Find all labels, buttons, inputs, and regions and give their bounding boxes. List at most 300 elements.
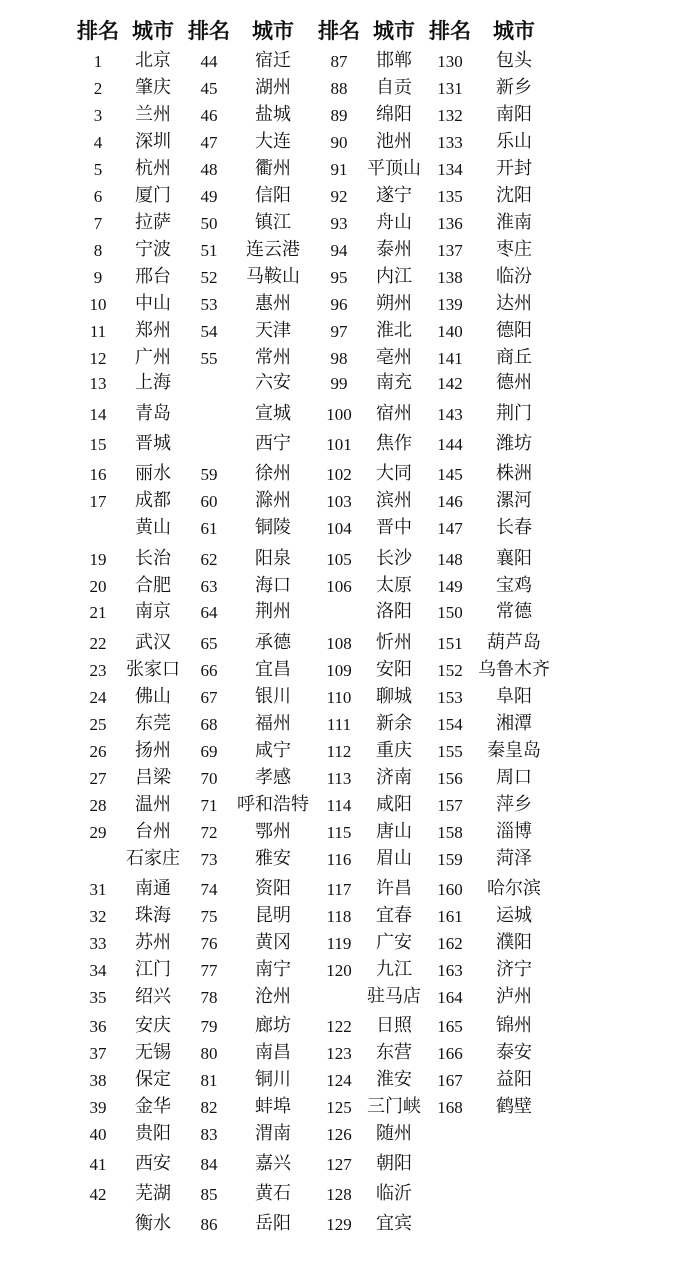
- rank-cell: 118: [326, 907, 352, 926]
- rank-cell: 7: [93, 214, 103, 233]
- city-cell: 淮北: [376, 320, 412, 341]
- city-cell: 湖州: [255, 77, 291, 98]
- rank-cell: 113: [326, 769, 352, 788]
- rank-cell: 116: [326, 850, 352, 869]
- rank-cell: 88: [330, 79, 348, 98]
- city-cell: 舟山: [376, 212, 412, 233]
- rank-cell: 84: [200, 1155, 218, 1174]
- rank-cell: 29: [89, 823, 107, 842]
- city-cell: 蚌埠: [255, 1096, 291, 1117]
- rank-cell: 41: [89, 1155, 107, 1174]
- city-cell: 德阳: [496, 320, 532, 341]
- city-cell: 昆明: [255, 905, 291, 926]
- city-cell: 大连: [255, 131, 291, 152]
- city-cell: 宝鸡: [496, 575, 532, 596]
- city-cell: 安庆: [135, 1015, 171, 1036]
- city-cell: 长沙: [376, 548, 412, 569]
- rank-cell: 112: [326, 742, 352, 761]
- rank-cell: 151: [437, 634, 463, 653]
- city-cell: 六安: [255, 372, 291, 393]
- city-cell: 东莞: [135, 713, 171, 734]
- rank-cell: 103: [326, 492, 352, 511]
- city-cell: 成都: [135, 490, 171, 511]
- rank-cell: 71: [200, 796, 218, 815]
- rank-cell: 129: [326, 1215, 352, 1234]
- rank-cell: 81: [200, 1071, 218, 1090]
- city-cell: 朝阳: [376, 1153, 412, 1174]
- city-cell: 忻州: [376, 632, 412, 653]
- rank-cell: 114: [326, 796, 352, 815]
- rank-cell: 158: [437, 823, 463, 842]
- city-cell: 南充: [376, 372, 412, 393]
- rank-cell: 55: [200, 349, 218, 368]
- city-cell: 保定: [135, 1069, 171, 1090]
- city-cell: 连云港: [246, 239, 300, 260]
- rank-cell: 6: [93, 187, 103, 206]
- city-cell: 宿州: [376, 403, 412, 424]
- rank-cell: 119: [326, 934, 352, 953]
- rank-cell: 69: [200, 742, 218, 761]
- rank-cell: 106: [326, 577, 352, 596]
- rank-cell: 91: [330, 160, 348, 179]
- city-cell: 滨州: [376, 490, 412, 511]
- city-cell: 杭州: [135, 158, 171, 179]
- city-cell: 台州: [135, 821, 171, 842]
- rank-cell: 127: [326, 1155, 352, 1174]
- city-cell: 淮南: [496, 212, 532, 233]
- city-cell: 兰州: [135, 104, 171, 125]
- city-cell: 渭南: [255, 1123, 291, 1144]
- city-cell: 南阳: [496, 104, 532, 125]
- city-cell: 宣城: [255, 403, 291, 424]
- city-cell: 衡水: [135, 1213, 171, 1234]
- rank-cell: 33: [89, 934, 107, 953]
- city-cell: 铜陵: [255, 517, 291, 538]
- rank-cell: 70: [200, 769, 218, 788]
- city-cell: 池州: [376, 131, 412, 152]
- header-rank-1: 排名: [77, 19, 119, 43]
- rank-cell: 144: [437, 435, 463, 454]
- rank-cell: 89: [330, 106, 348, 125]
- rank-cell: 153: [437, 688, 463, 707]
- rank-cell: 72: [200, 823, 218, 842]
- rank-cell: 2: [93, 79, 103, 98]
- city-cell: 天津: [255, 320, 291, 341]
- city-cell: 呼和浩特: [237, 794, 309, 815]
- city-cell: 孝感: [255, 767, 291, 788]
- header-city-3: 城市: [373, 19, 415, 43]
- city-cell: 广安: [376, 932, 412, 953]
- city-cell: 铜川: [255, 1069, 291, 1090]
- city-cell: 邢台: [135, 266, 171, 287]
- city-cell: 眉山: [376, 848, 412, 869]
- city-cell: 宁波: [135, 239, 171, 260]
- city-cell: 滁州: [255, 490, 291, 511]
- city-cell: 襄阳: [496, 548, 532, 569]
- rank-cell: 52: [200, 268, 218, 287]
- rank-cell: 47: [200, 133, 218, 152]
- rank-cell: 28: [89, 796, 107, 815]
- city-cell: 荆门: [496, 403, 532, 424]
- rank-cell: 122: [326, 1017, 352, 1036]
- rank-cell: 26: [89, 742, 107, 761]
- rank-cell: 11: [89, 322, 107, 341]
- city-cell: 许昌: [376, 878, 412, 899]
- city-cell: 漯河: [496, 490, 532, 511]
- rank-cell: 126: [326, 1125, 352, 1144]
- rank-cell: 147: [437, 519, 463, 538]
- rank-cell: 115: [326, 823, 352, 842]
- city-cell: 随州: [376, 1123, 412, 1144]
- rank-cell: 21: [89, 603, 107, 622]
- city-cell: 佛山: [135, 686, 171, 707]
- city-cell: 福州: [255, 713, 291, 734]
- city-cell: 济宁: [496, 959, 532, 980]
- city-cell: 芜湖: [135, 1183, 171, 1204]
- city-cell: 宜昌: [255, 659, 291, 680]
- city-cell: 秦皇岛: [487, 740, 541, 761]
- rank-cell: 13: [89, 374, 107, 393]
- rank-cell: 120: [326, 961, 352, 980]
- rank-cell: 44: [200, 52, 218, 71]
- rank-cell: 136: [437, 214, 463, 233]
- rank-cell: 168: [437, 1098, 463, 1117]
- rank-cell: 45: [200, 79, 218, 98]
- rank-cell: 76: [200, 934, 218, 953]
- city-cell: 濮阳: [496, 932, 532, 953]
- city-cell: 潍坊: [496, 433, 532, 454]
- city-cell: 咸阳: [376, 794, 412, 815]
- rank-cell: 9: [93, 268, 103, 287]
- city-cell: 肇庆: [135, 77, 171, 98]
- rank-cell: 138: [437, 268, 463, 287]
- city-cell: 鄂州: [255, 821, 291, 842]
- rank-cell: 3: [93, 106, 103, 125]
- rank-cell: 139: [437, 295, 463, 314]
- city-cell: 无锡: [135, 1042, 171, 1063]
- city-cell: 廊坊: [255, 1015, 291, 1036]
- city-cell: 资阳: [255, 878, 291, 899]
- city-cell: 西宁: [255, 433, 291, 454]
- rank-cell: 160: [437, 880, 463, 899]
- rank-cell: 50: [200, 214, 218, 233]
- city-cell: 自贡: [376, 77, 412, 98]
- rank-cell: 105: [326, 550, 352, 569]
- city-cell: 咸宁: [255, 740, 291, 761]
- city-cell: 晋城: [135, 433, 171, 454]
- city-cell: 丽水: [135, 463, 171, 484]
- city-cell: 遂宁: [376, 185, 412, 206]
- rank-cell: 149: [437, 577, 463, 596]
- rank-cell: 130: [437, 52, 463, 71]
- city-cell: 日照: [376, 1015, 412, 1036]
- rank-cell: 12: [89, 349, 107, 368]
- city-cell: 周口: [496, 767, 532, 788]
- rank-cell: 123: [326, 1044, 352, 1063]
- city-cell: 南宁: [255, 959, 291, 980]
- city-cell: 承德: [255, 632, 291, 653]
- rank-cell: 125: [326, 1098, 352, 1117]
- rank-cell: 14: [89, 405, 107, 424]
- rank-cell: 133: [437, 133, 463, 152]
- city-cell: 上海: [135, 372, 171, 393]
- rank-cell: 40: [89, 1125, 107, 1144]
- city-cell: 深圳: [135, 131, 171, 152]
- city-cell: 马鞍山: [246, 266, 300, 287]
- city-cell: 江门: [135, 959, 171, 980]
- rank-cell: 86: [200, 1215, 218, 1234]
- city-cell: 厦门: [135, 185, 171, 206]
- rank-cell: 109: [326, 661, 352, 680]
- city-cell: 长治: [135, 548, 171, 569]
- city-cell: 亳州: [376, 347, 412, 368]
- city-cell: 金华: [135, 1096, 171, 1117]
- rank-cell: 162: [437, 934, 463, 953]
- rank-cell: 131: [437, 79, 463, 98]
- rank-cell: 117: [326, 880, 352, 899]
- rank-cell: 35: [89, 988, 107, 1007]
- city-cell: 拉萨: [135, 212, 171, 233]
- city-cell: 枣庄: [496, 239, 532, 260]
- rank-cell: 34: [89, 961, 107, 980]
- city-cell: 苏州: [135, 932, 171, 953]
- city-cell: 淄博: [496, 821, 532, 842]
- rank-cell: 157: [437, 796, 463, 815]
- city-cell: 中山: [135, 293, 171, 314]
- rank-cell: 167: [437, 1071, 463, 1090]
- city-cell: 唐山: [376, 821, 412, 842]
- rank-cell: 83: [200, 1125, 218, 1144]
- city-cell: 贵阳: [135, 1123, 171, 1144]
- city-cell: 信阳: [255, 185, 291, 206]
- city-cell: 鹤壁: [496, 1096, 532, 1117]
- rank-cell: 156: [437, 769, 463, 788]
- city-cell: 黄冈: [255, 932, 291, 953]
- city-cell: 泸州: [496, 986, 532, 1007]
- city-cell: 银川: [255, 686, 291, 707]
- rank-cell: 110: [326, 688, 352, 707]
- rank-cell: 27: [89, 769, 107, 788]
- city-cell: 锦州: [496, 1015, 532, 1036]
- city-cell: 洛阳: [376, 601, 412, 622]
- city-cell: 荆州: [255, 601, 291, 622]
- city-cell: 绍兴: [135, 986, 171, 1007]
- rank-cell: 152: [437, 661, 463, 680]
- city-cell: 沧州: [255, 986, 291, 1007]
- rank-cell: 4: [93, 133, 103, 152]
- rank-cell: 99: [330, 374, 348, 393]
- rank-cell: 61: [200, 519, 218, 538]
- city-cell: 平顶山: [367, 158, 421, 179]
- city-cell: 岳阳: [255, 1213, 291, 1234]
- city-cell: 南京: [135, 601, 171, 622]
- city-cell: 邯郸: [376, 50, 412, 71]
- rank-cell: 46: [200, 106, 218, 125]
- rank-cell: 62: [200, 550, 218, 569]
- rank-cell: 24: [89, 688, 107, 707]
- city-cell: 大同: [376, 463, 412, 484]
- city-cell: 葫芦岛: [487, 632, 541, 653]
- city-cell: 温州: [135, 794, 171, 815]
- city-cell: 株洲: [496, 463, 532, 484]
- header-city-4: 城市: [493, 19, 535, 43]
- city-cell: 南通: [135, 878, 171, 899]
- city-cell: 宜春: [376, 905, 412, 926]
- city-cell: 三门峡: [367, 1096, 421, 1117]
- city-cell: 黄山: [135, 517, 171, 538]
- rank-cell: 146: [437, 492, 463, 511]
- rank-cell: 135: [437, 187, 463, 206]
- rank-cell: 90: [330, 133, 348, 152]
- city-cell: 武汉: [135, 632, 171, 653]
- rank-cell: 8: [93, 241, 103, 260]
- city-cell: 长春: [496, 517, 532, 538]
- city-cell: 黄石: [255, 1183, 291, 1204]
- rank-cell: 85: [200, 1185, 218, 1204]
- rank-cell: 165: [437, 1017, 463, 1036]
- city-cell: 常州: [255, 347, 291, 368]
- city-cell: 九江: [376, 959, 412, 980]
- city-cell: 益阳: [496, 1069, 532, 1090]
- rank-cell: 17: [89, 492, 107, 511]
- city-cell: 衢州: [255, 158, 291, 179]
- rank-cell: 16: [89, 465, 107, 484]
- rank-cell: 15: [89, 435, 107, 454]
- city-cell: 哈尔滨: [487, 878, 541, 899]
- rank-cell: 95: [330, 268, 348, 287]
- city-cell: 青岛: [135, 403, 171, 424]
- rank-cell: 77: [200, 961, 218, 980]
- city-cell: 包头: [496, 50, 532, 71]
- header-rank-2: 排名: [188, 19, 230, 43]
- city-cell: 宿迁: [255, 50, 291, 71]
- rank-cell: 37: [89, 1044, 107, 1063]
- rank-cell: 93: [330, 214, 348, 233]
- rank-cell: 23: [89, 661, 107, 680]
- city-cell: 泰州: [376, 239, 412, 260]
- rank-cell: 87: [330, 52, 348, 71]
- rank-cell: 22: [89, 634, 107, 653]
- rank-cell: 150: [437, 603, 463, 622]
- rank-cell: 42: [89, 1185, 107, 1204]
- rank-cell: 54: [200, 322, 218, 341]
- rank-cell: 148: [437, 550, 463, 569]
- rank-cell: 73: [200, 850, 218, 869]
- rank-cell: 74: [200, 880, 218, 899]
- city-cell: 运城: [496, 905, 532, 926]
- header-city-1: 城市: [132, 19, 174, 43]
- city-cell: 新乡: [496, 77, 532, 98]
- city-cell: 萍乡: [496, 794, 532, 815]
- city-cell: 惠州: [255, 293, 291, 314]
- rank-cell: 63: [200, 577, 218, 596]
- city-cell: 石家庄: [126, 848, 180, 869]
- rank-cell: 68: [200, 715, 218, 734]
- city-cell: 驻马店: [367, 986, 421, 1007]
- city-cell: 商丘: [496, 347, 532, 368]
- city-cell: 重庆: [376, 740, 412, 761]
- rank-cell: 111: [326, 715, 352, 734]
- rank-cell: 1: [93, 52, 103, 71]
- rank-cell: 128: [326, 1185, 352, 1204]
- rank-cell: 78: [200, 988, 218, 1007]
- city-cell: 湘潭: [496, 713, 532, 734]
- city-cell: 菏泽: [496, 848, 532, 869]
- rank-cell: 145: [437, 465, 463, 484]
- rank-cell: 163: [437, 961, 463, 980]
- city-cell: 东营: [376, 1042, 412, 1063]
- rank-cell: 20: [89, 577, 107, 596]
- rank-cell: 60: [200, 492, 218, 511]
- city-cell: 达州: [496, 293, 532, 314]
- rank-cell: 82: [200, 1098, 218, 1117]
- rank-cell: 161: [437, 907, 463, 926]
- city-cell: 盐城: [255, 104, 291, 125]
- rank-cell: 154: [437, 715, 463, 734]
- rank-cell: 49: [200, 187, 218, 206]
- city-cell: 太原: [376, 575, 412, 596]
- city-cell: 宜宾: [376, 1213, 412, 1234]
- rank-cell: 66: [200, 661, 218, 680]
- city-cell: 开封: [496, 158, 532, 179]
- rank-cell: 19: [89, 550, 107, 569]
- rank-cell: 39: [89, 1098, 107, 1117]
- rank-cell: 141: [437, 349, 463, 368]
- rank-cell: 36: [89, 1017, 107, 1036]
- rank-cell: 64: [200, 603, 218, 622]
- city-cell: 朔州: [376, 293, 412, 314]
- rank-cell: 80: [200, 1044, 218, 1063]
- city-cell: 泰安: [496, 1042, 532, 1063]
- rank-cell: 51: [200, 241, 218, 260]
- rank-cell: 140: [437, 322, 463, 341]
- rank-cell: 124: [326, 1071, 352, 1090]
- rank-cell: 155: [437, 742, 463, 761]
- rank-cell: 97: [330, 322, 348, 341]
- rank-cell: 132: [437, 106, 463, 125]
- rank-cell: 59: [200, 465, 218, 484]
- city-cell: 嘉兴: [255, 1153, 291, 1174]
- rank-cell: 5: [93, 160, 103, 179]
- rank-cell: 98: [330, 349, 348, 368]
- rank-cell: 25: [89, 715, 107, 734]
- city-cell: 雅安: [255, 848, 291, 869]
- city-cell: 镇江: [255, 212, 291, 233]
- rank-cell: 32: [89, 907, 107, 926]
- rank-cell: 100: [326, 405, 352, 424]
- city-cell: 阳泉: [255, 548, 291, 569]
- city-cell: 海口: [255, 575, 291, 596]
- city-cell: 济南: [376, 767, 412, 788]
- city-cell: 聊城: [376, 686, 412, 707]
- city-cell: 广州: [135, 347, 171, 368]
- rank-cell: 104: [326, 519, 352, 538]
- rank-cell: 143: [437, 405, 463, 424]
- rank-cell: 108: [326, 634, 352, 653]
- city-cell: 乌鲁木齐: [478, 659, 550, 680]
- rank-cell: 65: [200, 634, 218, 653]
- city-cell: 合肥: [135, 575, 171, 596]
- city-cell: 绵阳: [376, 104, 412, 125]
- city-cell: 常德: [496, 601, 532, 622]
- city-cell: 郑州: [135, 320, 171, 341]
- city-cell: 德州: [496, 372, 532, 393]
- city-cell: 阜阳: [496, 686, 532, 707]
- city-cell: 内江: [376, 266, 412, 287]
- city-cell: 徐州: [255, 463, 291, 484]
- header-rank-4: 排名: [429, 19, 471, 43]
- rank-cell: 102: [326, 465, 352, 484]
